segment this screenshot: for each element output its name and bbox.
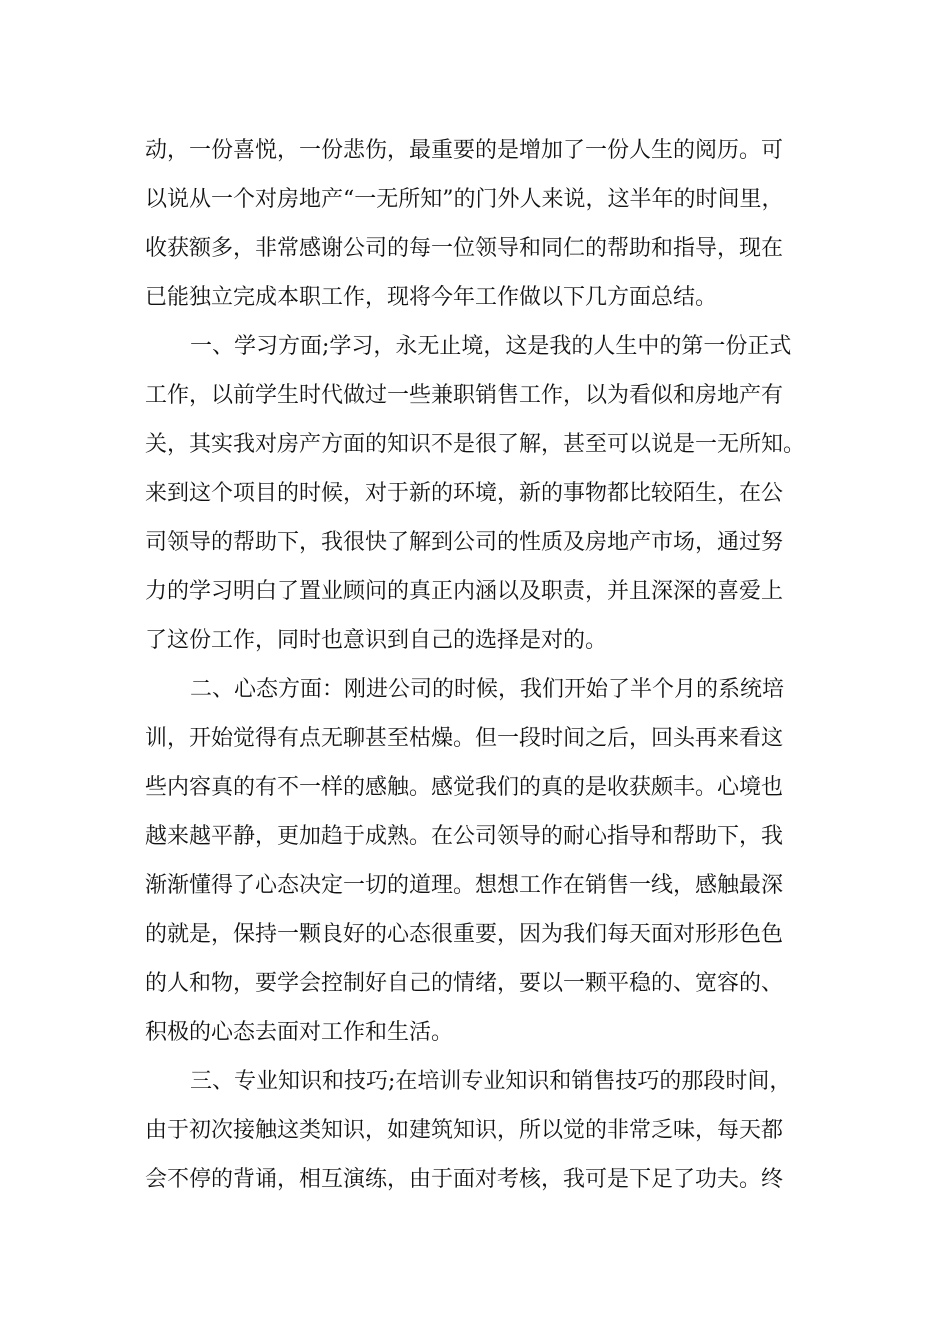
text-line: 越来越平静，更加趋于成熟。在公司领导的耐心指导和帮助下，我 — [145, 824, 784, 849]
text-line: 由于初次接触这类知识，如建筑知识，所以觉的非常乏味，每天都 — [145, 1118, 784, 1143]
paragraph-1-start: 一、学习方面;学习，永无止境，这是我的人生中的第一份正式 — [190, 334, 792, 359]
text-line: 来到这个项目的时候，对于新的环境，新的事物都比较陌生，在公 — [145, 481, 784, 506]
text-line: 渐渐懂得了心态决定一切的道理。想想工作在销售一线，感触最深 — [145, 873, 784, 898]
text-line: 力的学习明白了置业顾问的真正内涵以及职责，并且深深的喜爱上 — [145, 579, 784, 604]
text-line: 的就是，保持一颗良好的心态很重要，因为我们每天面对形形色色 — [145, 922, 784, 947]
text-line: 的人和物，要学会控制好自己的情绪，要以一颗平稳的、宽容的、 — [145, 971, 784, 996]
text-line: 以说从一个对房地产“一无所知”的门外人来说，这半年的时间里， — [145, 187, 784, 212]
text-line: 工作，以前学生时代做过一些兼职销售工作，以为看似和房地产有 — [145, 383, 784, 408]
body-text — [145, 126, 825, 1204]
text-line: 会不停的背诵，相互演练，由于面对考核，我可是下足了功夫。终 — [145, 1167, 784, 1192]
text-line: 动，一份喜悦，一份悲伤，最重要的是增加了一份人生的阅历。可 — [145, 138, 784, 163]
text-line: 司领导的帮助下，我很快了解到公司的性质及房地产市场，通过努 — [145, 530, 784, 555]
text-line: 训，开始觉得有点无聊甚至枯燥。但一段时间之后，回头再来看这 — [145, 726, 784, 751]
text-line: 些内容真的有不一样的感触。感觉我们的真的是收获颇丰。心境也 — [145, 775, 784, 800]
text-line: 收获额多，非常感谢公司的每一位领导和同仁的帮助和指导，现在 — [145, 236, 784, 261]
text-line: 了这份工作，同时也意识到自己的选择是对的。 — [145, 628, 608, 653]
text-line: 积极的心态去面对工作和生活。 — [145, 1020, 454, 1045]
paragraph-3-start: 三、专业知识和技巧;在培训专业知识和销售技巧的那段时间， — [190, 1069, 792, 1094]
text-line: 关，其实我对房产方面的知识不是很了解，甚至可以说是一无所知。 — [145, 432, 806, 457]
text-line: 已能独立完成本职工作，现将今年工作做以下几方面总结。 — [145, 285, 718, 310]
paragraph-2-start: 二、心态方面：刚进公司的时候，我们开始了半个月的系统培 — [190, 677, 785, 702]
